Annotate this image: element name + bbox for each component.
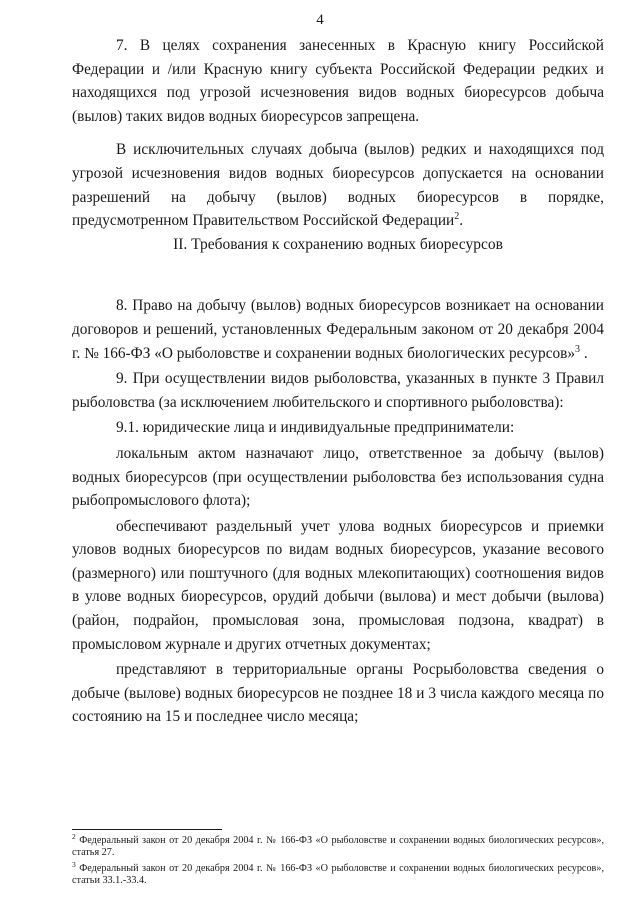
paragraph-9-1-item-a: локальным актом назначают лицо, ответственное за добычу (вылов) водных биоресурсов (при осуществлении рыболовства без использования судна рыбопромыслового флота); [72,444,604,510]
paragraph-7-exception-text: В исключительных случаях добыча (вылов) редких и находящихся под угрозой исчезновения видов водных биоресурсов допускается на основании разрешений на добычу (вылов) водных биоресурсов в порядке, предусмотренном Правительством Российской Федерации [72,141,604,230]
paragraph-9-1-item-b: обеспечивают раздельный учет улова водных биоресурсов и приемки уловов водных биоресурсов по видам водных биоресурсов, указание весового (размерного) или поштучного (для водных млекопитающих) соотношения видов в улове водных биоресурсов, орудий добычи (вылова) и мест добычи (вылова) (район, подрайон, промысловая зона, промысловая подзона, квадрат) в промысловом журнале и других отчетных документах; [72,517,604,653]
document-body [72,34,604,729]
footnote-divider [72,829,222,830]
page-number: 4 [316,12,324,28]
paragraph-7: 7. В целях сохранения занесенных в Красную книгу Российской Федерации и /или Красную книгу субъекта Российской Федерации редких и находящихся под угрозой исчезновения видов водных биоресурсов добыча (вылов) таких видов водных биоресурсов запрещена. [72,37,604,125]
footnote-2 [72,832,604,860]
paragraph-9-1-item-c: представляют в территориальные органы Росрыболовства сведения о добыче (вылове) водных биоресурсов не позднее 18 и 3 числа каждого месяца по состоянию на 15 и последнее число месяца; [72,661,604,726]
footnote-ref-2[interactable]: 2 [454,211,460,223]
footnote-ref-3[interactable]: 3 [575,343,581,355]
section-heading: II. Требования к сохранению водных биоресурсов [173,235,503,253]
footnote-mark: 2 [72,832,76,841]
footnote-text: Федеральный закон от 20 декабря 2004 г. № 166-ФЗ «О рыболовстве и сохранении водных биологических ресурсов», статьи 33.1.-33.4. [72,862,604,887]
paragraph-7-exception-end: . [459,212,464,230]
footnote-3 [72,859,604,888]
footnote-mark: 3 [72,859,76,869]
paragraph-9: 9. При осуществлении видов рыболовства, указанных в пункте 3 Правил рыболовства (за исключением любительского и спортивного рыболовства): [72,370,604,411]
paragraph-8-text: 8. Право на добычу (вылов) водных биоресурсов возникает на основании договоров и решений, установленных Федеральным законом от 20 декабря 2004 г. № 166-ФЗ «О рыболовстве и сохранении водных биологических ресурсов» [72,297,604,362]
paragraph-8-end: . [580,344,588,362]
footnote-text: Федеральный закон от 20 декабря 2004 г. № 166-ФЗ «О рыболовстве и сохранении водных биологических ресурсов», статья 27. [72,835,604,859]
paragraph-9-1: 9.1. юридические лица и индивидуальные предприниматели: [116,419,515,437]
paragraph-7-exception [72,138,604,232]
paragraph-8 [72,294,604,365]
footnotes [72,832,604,891]
